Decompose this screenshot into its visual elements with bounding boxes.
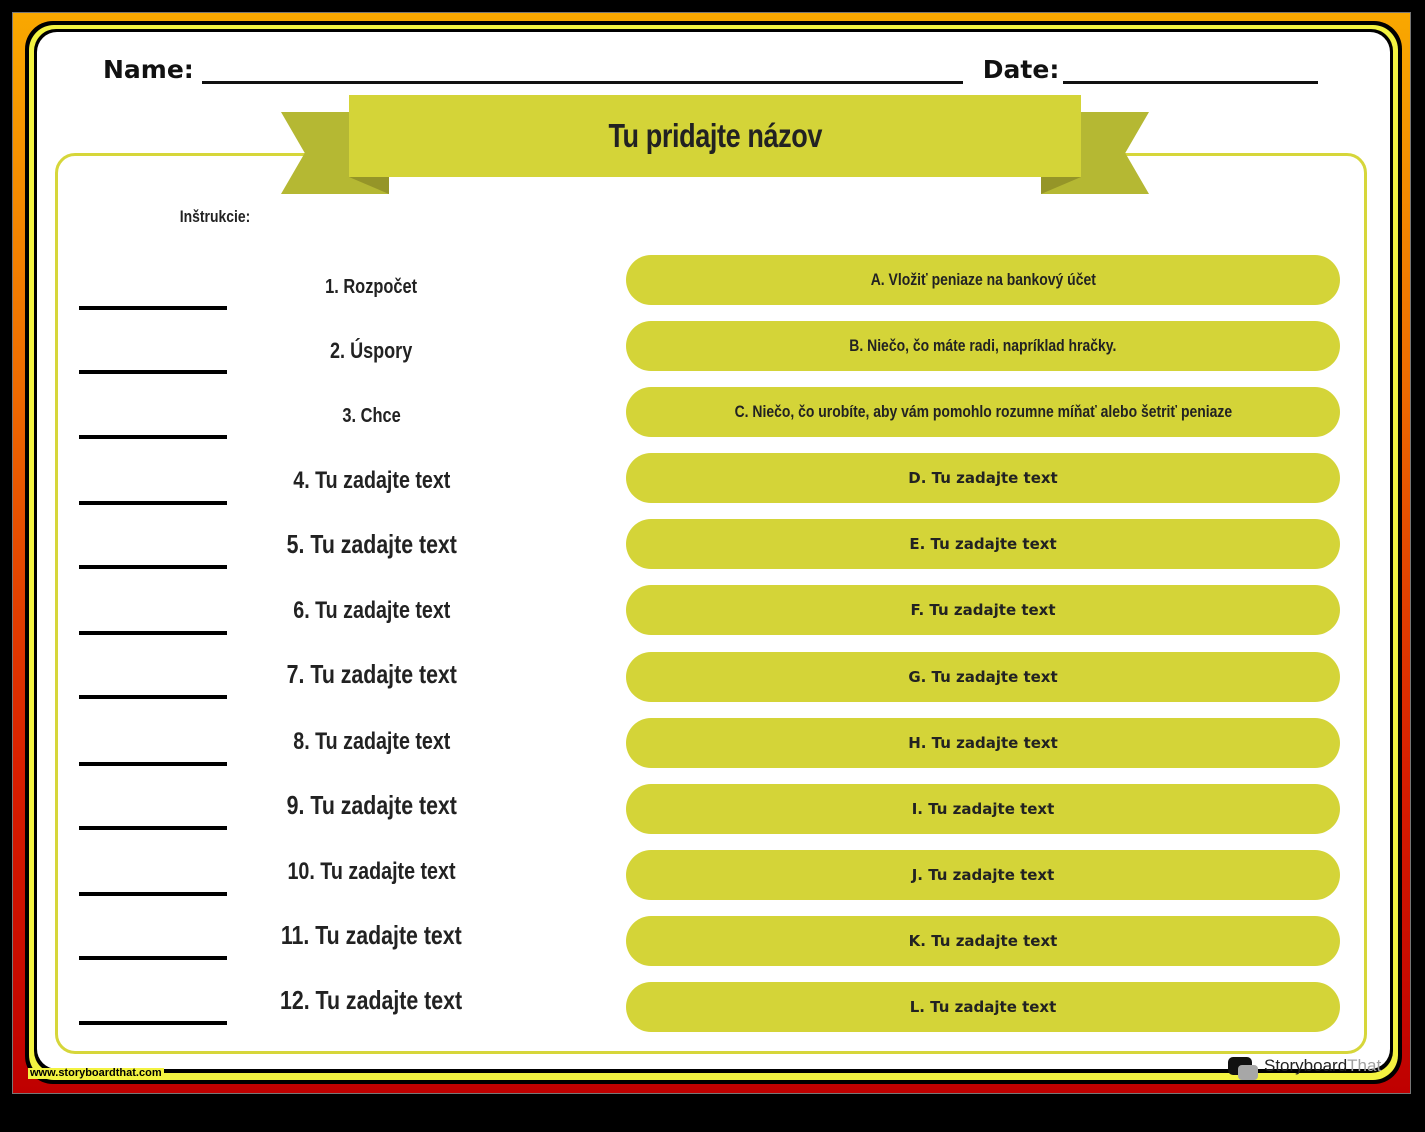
term-row [79,270,559,310]
answer-blank[interactable] [79,695,227,699]
answer-blank[interactable] [79,762,227,766]
date-label: Date: [982,55,1060,84]
definition-pill[interactable]: C. Niečo, čo urobíte, aby vám pomohlo rozumne míňať alebo šetriť peniaze [626,387,1340,437]
definition-pill[interactable]: J. Tu zadajte text [626,850,1340,900]
page-title[interactable]: Tu pridajte názov [349,95,1081,177]
term-row [79,790,559,830]
term-label[interactable]: 8. Tu zadajte text [292,728,451,755]
term-label[interactable]: 4. Tu zadajte text [292,467,451,494]
answer-blank[interactable] [79,370,227,374]
definition-pill[interactable]: G. Tu zadajte text [626,652,1340,702]
answer-blank[interactable] [79,631,227,635]
term-row [79,726,559,766]
definition-pill[interactable]: B. Niečo, čo máte radi, napríklad hračky. [626,321,1340,371]
definition-pill[interactable]: L. Tu zadajte text [626,982,1340,1032]
definition-pill[interactable]: A. Vložiť peniaze na bankový účet [626,255,1340,305]
logo-text-main: Storyboard [1264,1056,1348,1075]
title-ribbon [281,95,1149,195]
answer-blank[interactable] [79,501,227,505]
logo-text [1264,1056,1381,1076]
term-row [79,856,559,896]
term-label[interactable]: 5. Tu zadajte text [286,529,457,559]
speech-bubble-front-icon [1238,1065,1258,1080]
answer-blank[interactable] [79,826,227,830]
watermark-url: www.storyboardthat.com [30,1067,162,1079]
answer-blank[interactable] [79,892,227,896]
term-row [79,399,559,439]
name-label: Name: [103,55,194,84]
answer-blank[interactable] [79,1021,227,1025]
term-label[interactable]: 7. Tu zadajte text [286,659,457,689]
definition-pill[interactable]: H. Tu zadajte text [626,718,1340,768]
instructions-label[interactable]: Inštrukcie: [179,207,251,226]
term-label[interactable]: 10. Tu zadajte text [287,858,456,885]
term-label[interactable]: 2. Úspory [330,338,413,363]
header-row [103,50,1318,84]
answer-blank[interactable] [79,435,227,439]
definition-pill[interactable]: K. Tu zadajte text [626,916,1340,966]
definition-pill[interactable]: D. Tu zadajte text [626,453,1340,503]
definition-pill[interactable]: F. Tu zadajte text [626,585,1340,635]
logo-text-suffix: That [1347,1056,1382,1075]
term-label[interactable]: 11. Tu zadajte text [281,920,462,950]
date-field[interactable] [1063,55,1318,84]
answer-blank[interactable] [79,306,227,310]
storyboardthat-logo [1228,1056,1381,1076]
term-label[interactable]: 12. Tu zadajte text [280,985,463,1015]
answer-blank[interactable] [79,956,227,960]
term-label[interactable]: 3. Chce [342,405,401,427]
term-row [79,985,559,1025]
term-label[interactable]: 9. Tu zadajte text [286,790,457,820]
speech-bubble-icon [1228,1057,1252,1075]
term-row [79,529,559,569]
term-label[interactable]: 6. Tu zadajte text [292,597,451,624]
definition-pill[interactable]: E. Tu zadajte text [626,519,1340,569]
answer-blank[interactable] [79,565,227,569]
definition-pill[interactable]: I. Tu zadajte text [626,784,1340,834]
term-row [79,595,559,635]
term-row [79,920,559,960]
term-label[interactable]: 1. Rozpočet [325,276,418,298]
term-row [79,465,559,505]
term-row [79,334,559,374]
term-row [79,659,559,699]
name-field[interactable] [202,55,963,84]
